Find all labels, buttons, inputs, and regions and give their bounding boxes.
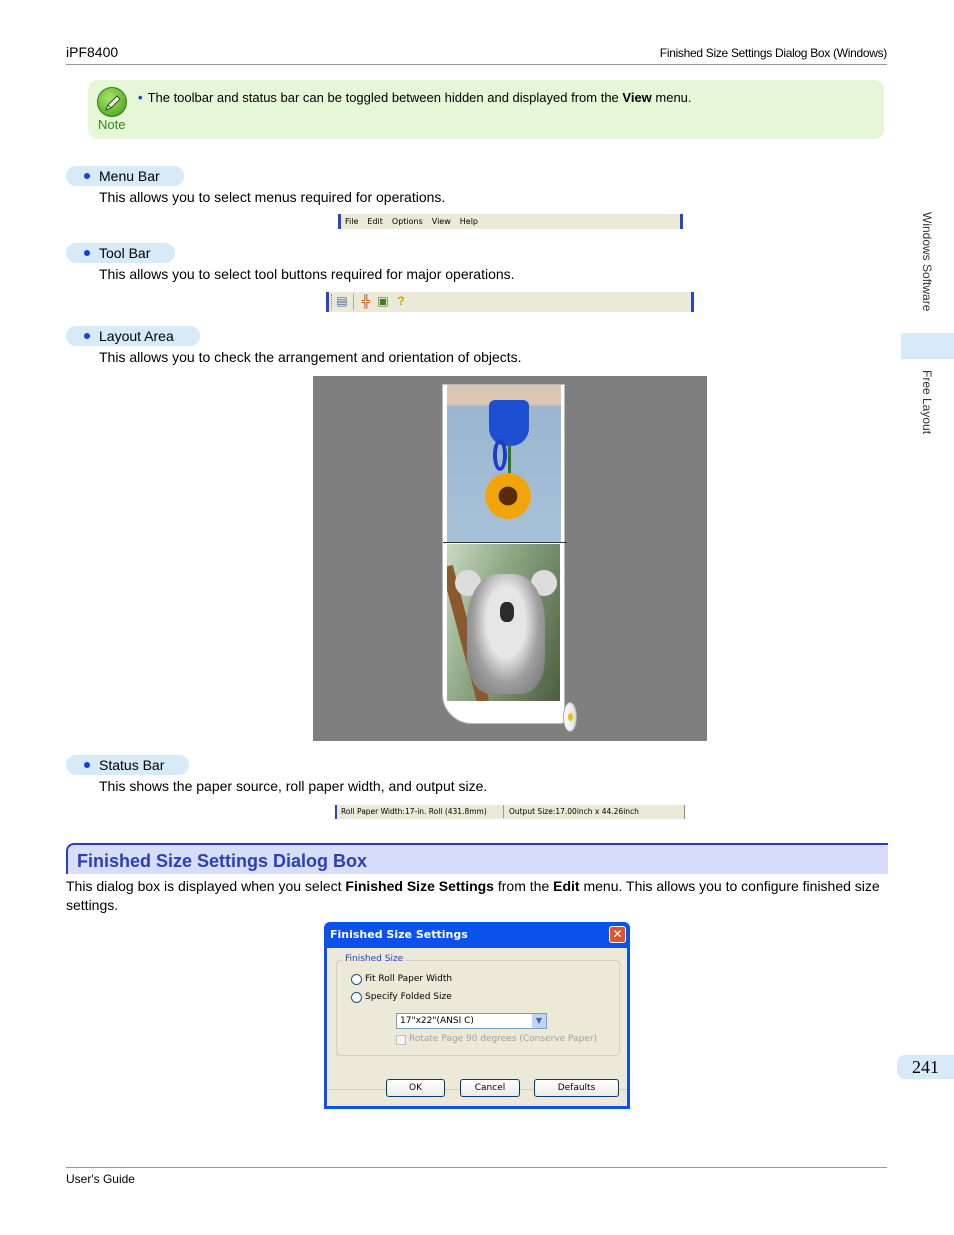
fit-roll-width-radio[interactable] [351, 974, 362, 985]
menu-options[interactable]: Options [391, 217, 423, 226]
specify-folded-size-label: Specify Folded Size [365, 992, 452, 1002]
page-break-line [443, 542, 567, 543]
section-heading: Finished Size Settings Dialog Box [77, 851, 368, 871]
item-desc-status-bar: This shows the paper source, roll paper width, and output size. [99, 778, 488, 794]
help-icon[interactable]: ? [397, 294, 405, 308]
side-tab-marker [901, 333, 954, 359]
note-label: Note [98, 117, 126, 132]
note-text: • The toolbar and status bar can be toggled between hidden and displayed from the View menu. [138, 90, 692, 105]
note-box [88, 80, 884, 139]
bullet-icon [84, 250, 90, 256]
defaults-button[interactable]: Defaults [534, 1079, 619, 1097]
tool-bar-screenshot [326, 292, 694, 312]
sunflower-image[interactable] [447, 385, 561, 542]
status-roll-width: Roll Paper Width:17-in. Roll (431.8mm) [339, 805, 504, 818]
header-model: iPF8400 [66, 44, 119, 60]
side-topic-label: Free Layout [920, 370, 934, 435]
menu-file[interactable]: File [345, 217, 359, 226]
layout-area-screenshot[interactable] [313, 376, 707, 741]
printer-setup-icon[interactable]: ▤ [336, 294, 348, 308]
fit-roll-width-label: Fit Roll Paper Width [365, 974, 453, 984]
bullet-icon [84, 762, 90, 768]
rotate-page-checkbox[interactable] [396, 1035, 406, 1045]
menu-view[interactable]: View [431, 217, 451, 226]
cancel-button[interactable]: Cancel [460, 1079, 520, 1097]
header-section: Finished Size Settings Dialog Box (Windows) [659, 46, 887, 60]
ok-button[interactable]: OK [386, 1079, 445, 1097]
menu-bar-screenshot [338, 214, 683, 229]
roll-paper [442, 384, 565, 724]
bullet-icon [84, 333, 90, 339]
specify-folded-size-radio[interactable] [351, 992, 362, 1003]
toolbar-separator [353, 294, 354, 310]
status-bar-screenshot [335, 805, 685, 819]
close-icon[interactable]: ✕ [609, 926, 626, 943]
item-title-status-bar: Status Bar [66, 755, 189, 775]
paper-roll-icon [563, 702, 577, 732]
chevron-down-icon[interactable]: ▼ [532, 1014, 546, 1028]
group-label: Finished Size [345, 954, 404, 964]
toolbar-grip[interactable] [331, 294, 334, 310]
footer-text: User's Guide [66, 1172, 135, 1186]
note-pencil-icon [97, 87, 127, 117]
finished-size-icon[interactable]: ╬ [361, 294, 371, 308]
footer-divider [66, 1167, 887, 1168]
item-title-layout-area: Layout Area [66, 326, 200, 346]
print-icon[interactable]: ▣ [377, 294, 389, 308]
header-divider [66, 64, 887, 65]
item-title-tool-bar: Tool Bar [66, 243, 175, 263]
item-desc-tool-bar: This allows you to select tool buttons required for major operations. [99, 266, 515, 282]
note-bullet-icon: • [138, 90, 143, 105]
dialog-body [327, 948, 627, 1106]
dialog-title: Finished Size Settings [330, 928, 468, 941]
page-number: 241 [897, 1055, 954, 1079]
bullet-icon [84, 173, 90, 179]
menu-edit[interactable]: Edit [367, 217, 383, 226]
finished-size-group [336, 954, 620, 1056]
item-desc-menu-bar: This allows you to select menus required for operations. [99, 189, 446, 205]
section-paragraph: This dialog box is displayed when you select Finished Size Settings from the Edit menu. This allows you to configure finished size settings. [66, 878, 880, 913]
status-output-size: Output Size:17.00inch x 44.26inch [509, 807, 639, 816]
menu-help[interactable]: Help [459, 217, 478, 226]
finished-size-dialog [324, 922, 630, 1109]
koala-image[interactable] [447, 544, 560, 701]
folded-size-select[interactable]: 17"x22"(ANSI C) ▼ [396, 1013, 547, 1029]
item-desc-layout-area: This allows you to check the arrangement and orientation of objects. [99, 349, 522, 365]
item-title-menu-bar: Menu Bar [66, 166, 184, 186]
side-chapter-label: Windows Software [920, 212, 934, 312]
section-heading-box [66, 843, 888, 874]
rotate-page-label: Rotate Page 90 degrees (Conserve Paper) [409, 1034, 598, 1044]
